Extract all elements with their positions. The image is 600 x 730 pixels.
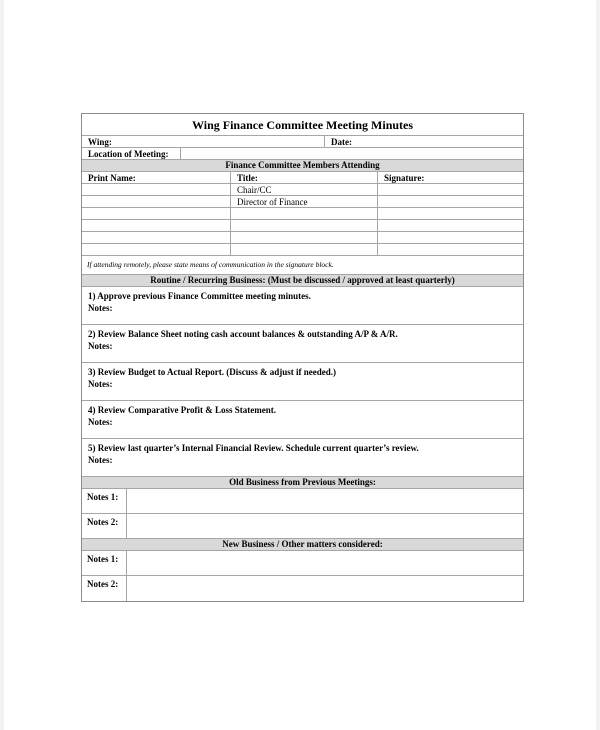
location-label: Location of Meeting: [88,149,169,159]
notes-label: Notes 1: [87,554,119,564]
location-row [82,148,523,160]
member-name-cell[interactable] [82,196,230,207]
notes-label: Notes 2: [87,517,119,527]
agenda-item [82,439,523,477]
agenda-item [82,363,523,401]
agenda-item [82,287,523,325]
agenda-item-text: 3) Review Budget to Actual Report. (Discuss & adjust if needed.) [88,367,336,377]
wing-date-row [82,136,523,148]
location-field[interactable] [180,148,523,159]
member-signature-cell[interactable] [377,220,523,231]
member-signature-cell[interactable] [377,184,523,195]
member-title-cell[interactable] [230,232,377,243]
title-header: Title: [230,172,377,183]
old-business-header: Old Business from Previous Meetings: [82,477,523,489]
date-label: Date: [324,136,523,147]
notes-field[interactable] [126,576,523,601]
notes-field[interactable] [126,514,523,538]
agenda-notes-label: Notes: [88,303,113,313]
members-column-header [82,172,523,184]
agenda-notes-label: Notes: [88,379,113,389]
wing-label: Wing: [88,137,112,147]
agenda-item [82,401,523,439]
agenda-notes-label: Notes: [88,455,113,465]
member-row [82,220,523,232]
member-title-cell[interactable] [230,244,377,255]
old-business-notes-row [82,489,523,514]
remote-attendance-note: If attending remotely, please state means of communication in the signature block. [82,256,523,275]
agenda-item [82,325,523,363]
member-signature-cell[interactable] [377,196,523,207]
member-name-cell[interactable] [82,244,230,255]
member-signature-cell[interactable] [377,208,523,219]
signature-header: Signature: [377,172,523,183]
new-business-header: New Business / Other matters considered: [82,539,523,551]
agenda-item-text: 2) Review Balance Sheet noting cash account balances & outstanding A/P & A/R. [88,329,398,339]
member-row [82,244,523,256]
agenda-notes-label: Notes: [88,417,113,427]
minutes-form [81,113,524,602]
routine-business-header: Routine / Recurring Business: (Must be discussed / approved at least quarterly) [82,275,523,287]
agenda-item-text: 1) Approve previous Finance Committee meeting minutes. [88,291,311,301]
member-name-cell[interactable] [82,208,230,219]
notes-label: Notes 1: [87,492,119,502]
member-row [82,208,523,220]
new-business-notes-row [82,551,523,576]
notes-field[interactable] [126,551,523,575]
member-row [82,184,523,196]
agenda-item-text: 4) Review Comparative Profit & Loss Statement. [88,405,277,415]
member-name-cell[interactable] [82,184,230,195]
member-name-cell[interactable] [82,220,230,231]
member-name-cell[interactable] [82,232,230,243]
old-business-notes-row [82,514,523,539]
document-page [4,0,596,730]
print-name-header: Print Name: [88,173,136,183]
form-title: Wing Finance Committee Meeting Minutes [82,114,523,136]
member-row [82,196,523,208]
member-signature-cell[interactable] [377,232,523,243]
member-row [82,232,523,244]
agenda-notes-label: Notes: [88,341,113,351]
agenda-item-text: 5) Review last quarter’s Internal Financial Review. Schedule current quarter’s review. [88,443,419,453]
member-title-cell[interactable] [230,220,377,231]
new-business-notes-row [82,576,523,601]
members-header: Finance Committee Members Attending [82,160,523,172]
member-title-cell: Chair/CC [230,184,377,195]
member-signature-cell[interactable] [377,244,523,255]
member-title-cell[interactable] [230,208,377,219]
notes-field[interactable] [126,489,523,513]
member-title-cell: Director of Finance [230,196,377,207]
notes-label: Notes 2: [87,579,119,589]
